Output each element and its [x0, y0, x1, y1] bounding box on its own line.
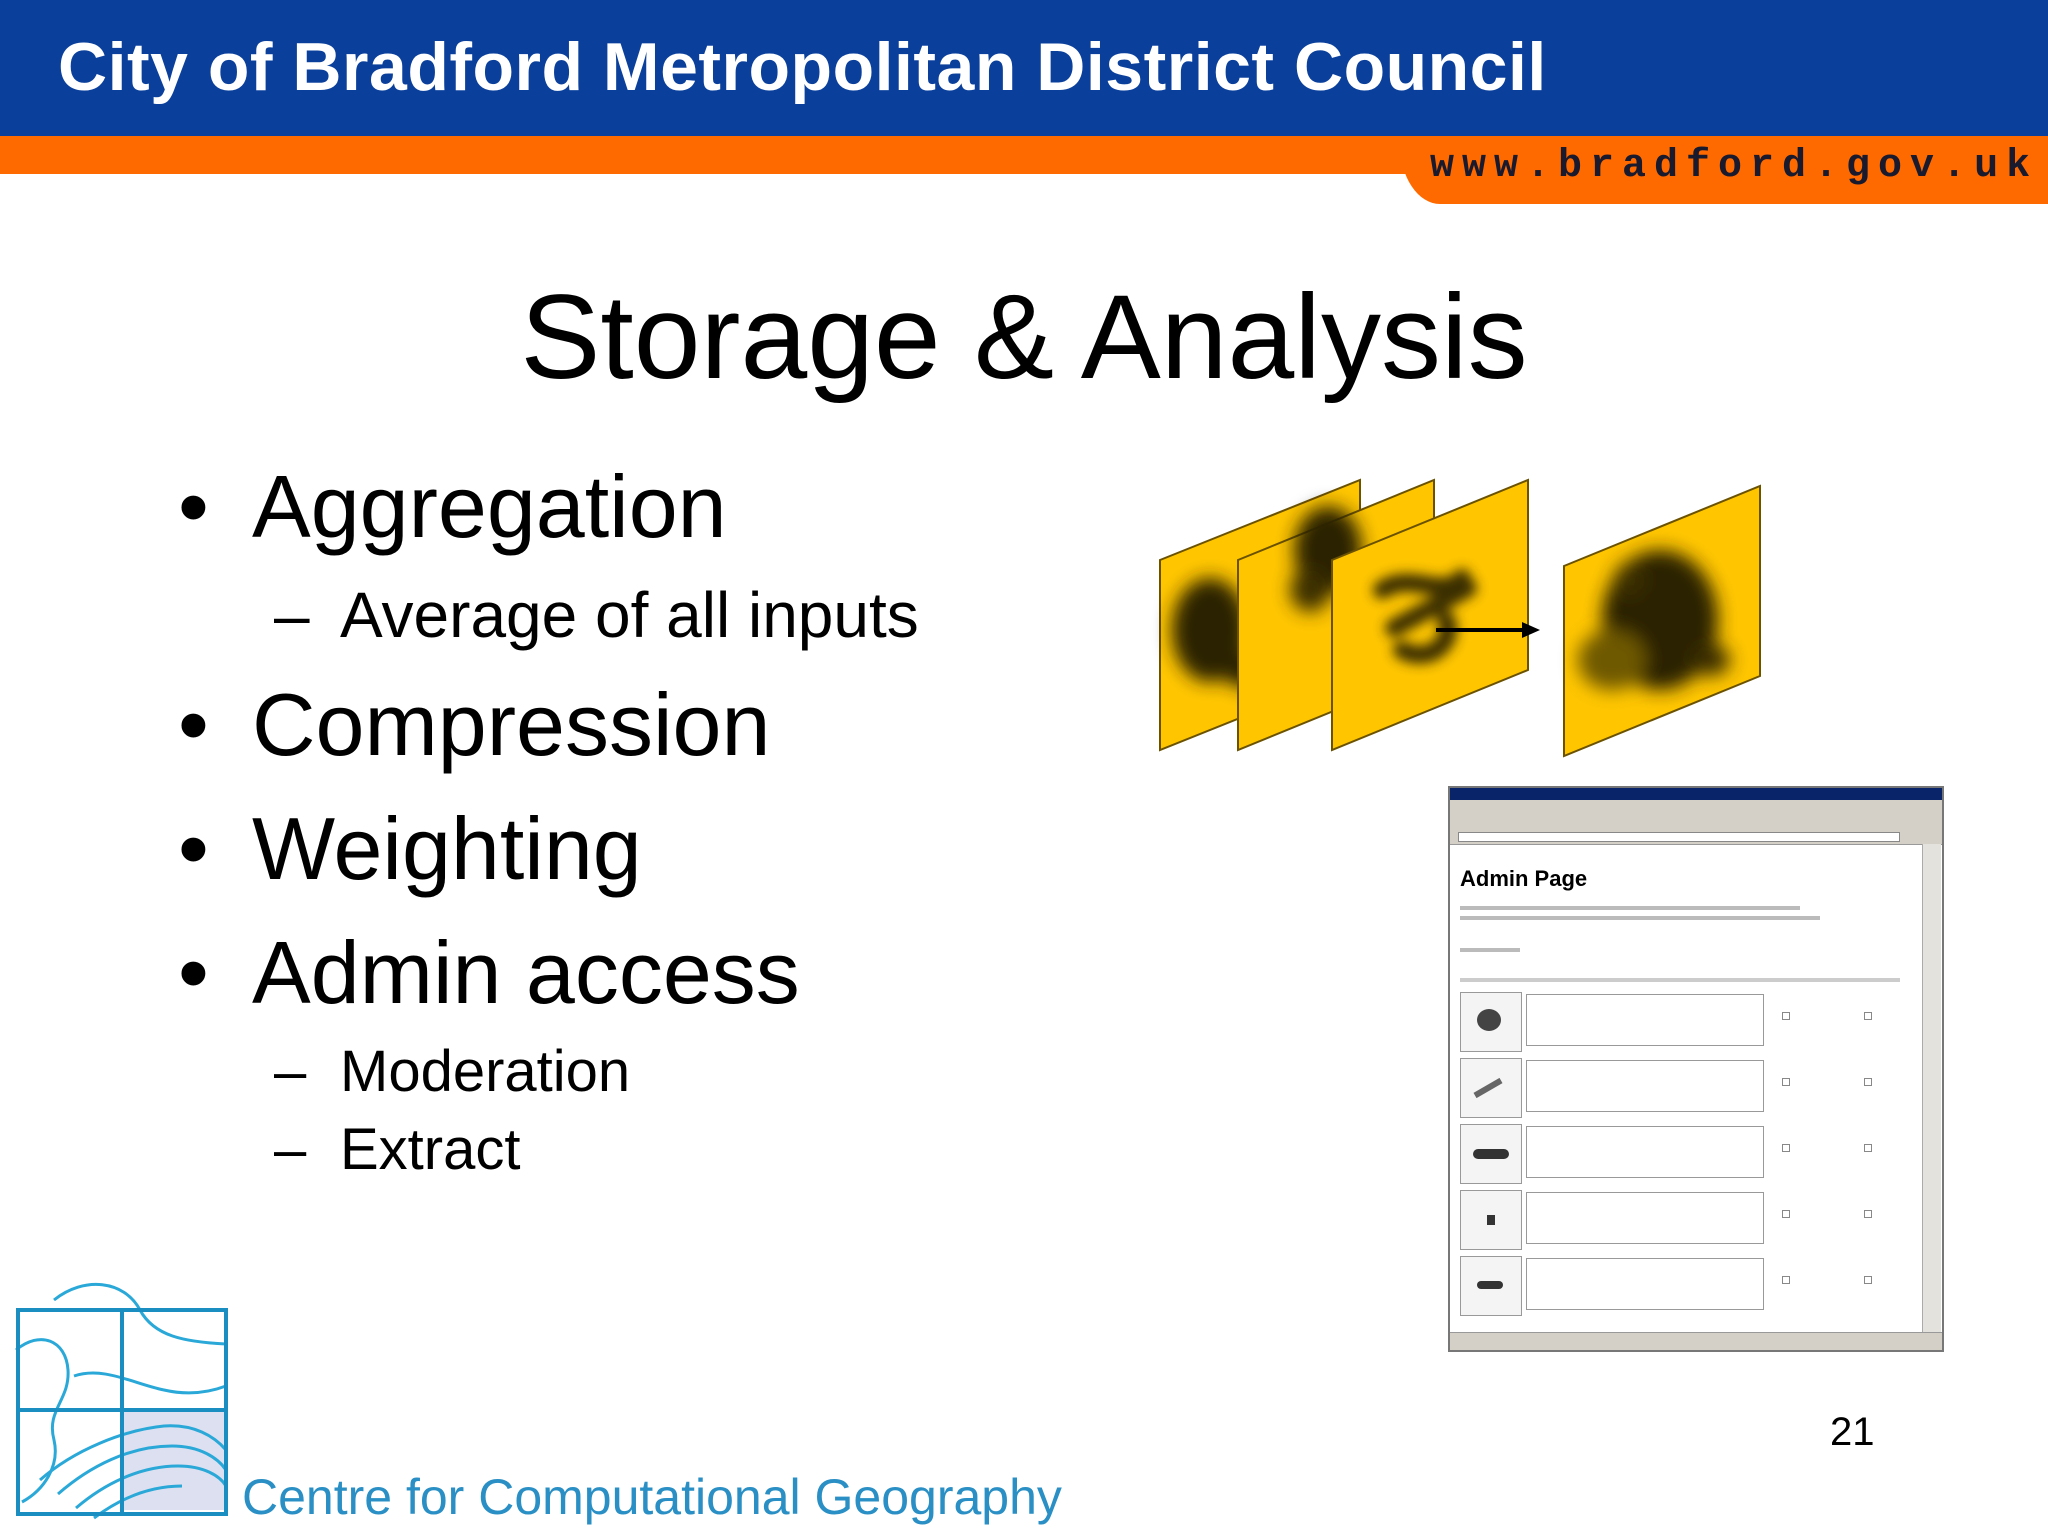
bullet-label: Aggregation [252, 457, 727, 556]
bullet-label: Admin access [252, 923, 800, 1022]
edit-checkbox [1782, 1078, 1790, 1086]
browser-statusbar [1450, 1332, 1942, 1351]
comment-textarea [1526, 1258, 1764, 1310]
thumbnail [1460, 1190, 1522, 1250]
bullet-label: Weighting [252, 799, 642, 898]
sub-bullet-marker: – [274, 1039, 307, 1104]
admin-page-heading: Admin Page [1460, 866, 1588, 891]
comment-textarea [1526, 1126, 1764, 1178]
bullet-label: Compression [252, 675, 771, 774]
sub-bullet-moderation [274, 1038, 631, 1105]
comment-textarea [1526, 994, 1764, 1046]
edit-checkbox [1782, 1012, 1790, 1020]
edit-checkbox [1782, 1210, 1790, 1218]
intro-text-line [1460, 916, 1820, 920]
edit-checkbox [1782, 1144, 1790, 1152]
comment-rows [1460, 992, 1900, 1322]
bullet-aggregation [178, 456, 727, 558]
aggregation-layers-illustration [1150, 470, 1770, 770]
admin-page-screenshot [1448, 786, 1944, 1352]
thumbnail [1460, 1124, 1522, 1184]
slide-title: Storage & Analysis [520, 270, 1528, 404]
scrollbar [1922, 844, 1941, 1332]
sub-bullet-label: Moderation [340, 1039, 631, 1104]
sub-bullet-marker: – [274, 579, 310, 651]
ccg-org-name: Centre for Computational Geography [242, 1469, 1062, 1525]
aggregated-layer [1564, 486, 1760, 756]
sub-bullet-label: Extract [340, 1117, 521, 1182]
sub-bullet-marker: – [274, 1117, 307, 1182]
list-label-line [1460, 948, 1520, 952]
bullet-marker: • [178, 923, 209, 1022]
intro-text-line [1460, 906, 1800, 910]
address-bar [1458, 832, 1900, 842]
bullet-marker: • [178, 457, 209, 556]
page-number: 21 [1830, 1410, 1875, 1454]
thumbnail [1460, 1256, 1522, 1316]
sub-bullet-extract [274, 1116, 521, 1183]
comment-textarea [1526, 1192, 1764, 1244]
column-headers-line [1460, 978, 1900, 982]
delete-checkbox [1864, 1078, 1872, 1086]
thumbnail [1460, 992, 1522, 1052]
sub-bullet-label: Average of all inputs [340, 579, 919, 651]
delete-checkbox [1864, 1210, 1872, 1218]
delete-checkbox [1864, 1012, 1872, 1020]
council-name: City of Bradford Metropolitan District Council [58, 29, 1547, 105]
delete-checkbox [1864, 1144, 1872, 1152]
bullet-weighting [178, 798, 642, 900]
bullet-admin-access [178, 922, 800, 1024]
thumbnail [1460, 1058, 1522, 1118]
bullet-marker: • [178, 675, 209, 774]
website-url: www.bradford.gov.uk [1430, 144, 2039, 189]
window-titlebar [1450, 788, 1942, 800]
edit-checkbox [1782, 1276, 1790, 1284]
bullet-marker: • [178, 799, 209, 898]
bullet-compression [178, 674, 771, 776]
comment-textarea [1526, 1060, 1764, 1112]
delete-checkbox [1864, 1276, 1872, 1284]
ccg-logo-icon [14, 1280, 236, 1520]
sub-bullet-average [274, 578, 919, 652]
